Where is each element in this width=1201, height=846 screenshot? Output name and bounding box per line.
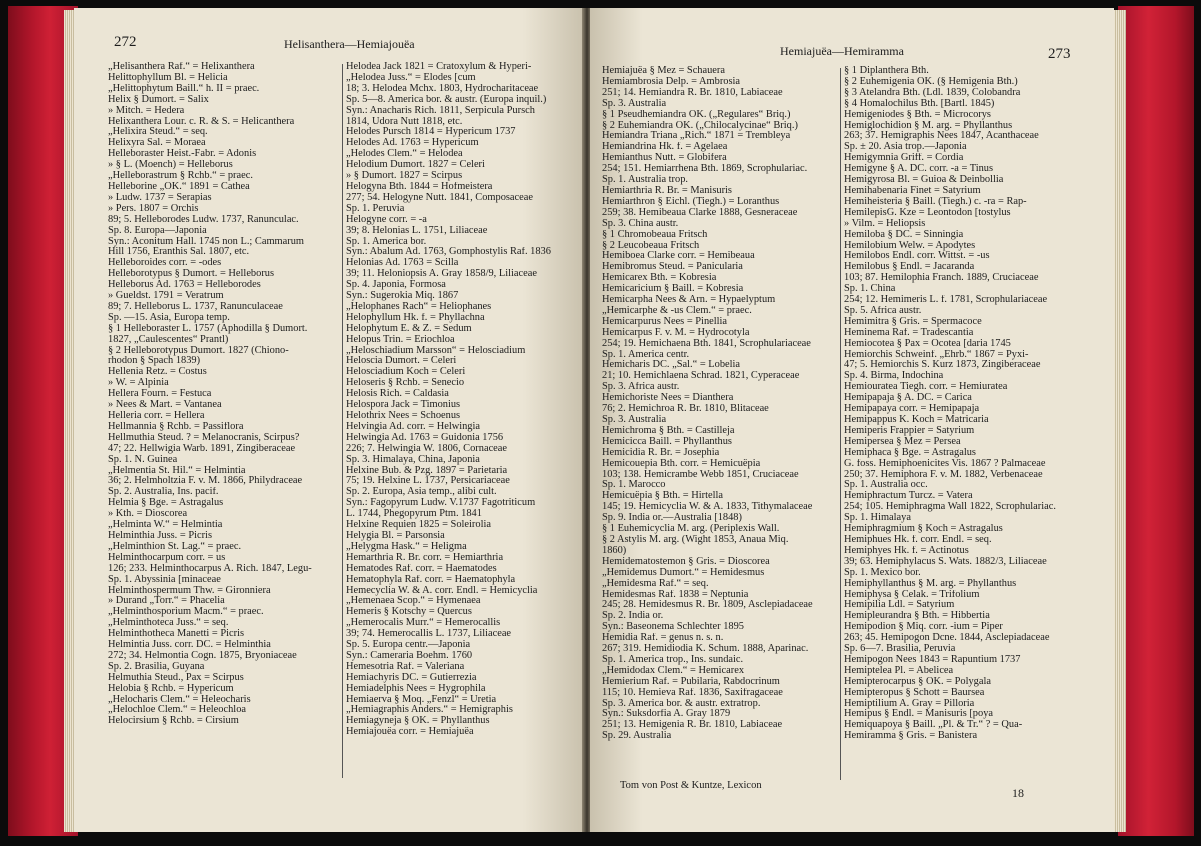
entry-line: 89; 7. Helleborus L. 1737, Ranunculaceae [108, 301, 283, 312]
entry-line: Hemiajuëa § Mez = Schauera [602, 66, 725, 76]
entry-line: Helodes Ad. 1763 = Hypericum [346, 138, 479, 149]
entry-line: » Kth. = Dioscorea [108, 509, 188, 520]
entry-line: Syn.: Anacharis Rich. 1811, Serpicula Pursch [346, 105, 535, 116]
entry-line: » Gueldst. 1791 = Veratrum [108, 291, 224, 302]
entry-line: Hemecyclia W. & A. corr. Endl. = Hemicyclia [346, 585, 538, 596]
entry-line: Hemiagyneja § OK. = Phyllanthus [346, 716, 490, 727]
entry-line: Sp. 2. Brasilia, Guyana [108, 661, 205, 672]
entry-line: 103; 138. Hemicrambe Webb 1851, Cruciaceae [602, 469, 799, 480]
entry-line: Hellera Fourn. = Festuca [108, 389, 212, 400]
entry-line: Hematophyla Raf. corr. = Haematophyla [346, 574, 516, 585]
entry-line: § 2 Leucobeaua Fritsch [602, 240, 700, 251]
entry-line: Helleborus Ad. 1763 = Helleborodes [108, 280, 261, 291]
entry-line: Sp. 2. Europa, Asia temp., alibi cult. [346, 487, 497, 498]
entry-line: Sp. 1. Peruvia [346, 203, 405, 214]
entry-line: Hemiouratea Tiegh. corr. = Hemiuratea [844, 382, 1008, 393]
entry-line: Hemidia Raf. = genus n. s. n. [602, 633, 724, 644]
entry-line: 272; 34. Helmontia Cogn. 1875, Bryoniaceae [108, 650, 297, 661]
entry-line: Sp. 1. Australia occ. [844, 480, 928, 491]
entry-line: Helleria corr. = Hellera [108, 411, 205, 421]
entry-line: 251; 14. Hemiandra R. Br. 1810, Labiaceae [602, 87, 783, 98]
entry-line: „Helleborastrum § Rchb.“ = praec. [108, 171, 253, 182]
entry-line: Helxine Requien 1825 = Soleirolia [346, 520, 491, 531]
entry-line: Hematodes Raf. corr. = Haematodes [346, 563, 497, 574]
left-column-2 [346, 62, 578, 738]
entry-line: 39; 11. Heloniopsis A. Gray 1858/9, Liliaceae [346, 269, 537, 280]
entry-line: Helosciadium Koch = Celeri [346, 367, 466, 378]
entry-line: Helminthospermum Thw. = Gironniera [108, 585, 271, 596]
entry-line: Syn.: Cameraria Boehm. 1760 [346, 650, 473, 661]
entry-line: Hemicidia R. Br. = Josephia [602, 447, 720, 458]
entry-line: „Hemidodax Clem.“ = Hemicarex [602, 665, 745, 676]
entry-line: § 2 Helleborotypus Dumort. 1827 (Chiono- [108, 345, 289, 356]
entry-line: 75; 19. Helxine L. 1737, Persicariaceae [346, 476, 510, 487]
entry-line: 254; 19. Hemichaena Bth. 1841, Scrophulariaceae [602, 338, 811, 349]
entry-line: „Hemidemus Dumort.“ = Hemidesmus [602, 567, 765, 578]
entry-line: Sp. 3. America bor. & austr. extratrop. [602, 698, 761, 709]
entry-line: Sp. 3. Australia [602, 98, 667, 109]
entry-line: Sp. 29. Australia [602, 731, 672, 742]
signature-number: 18 [1012, 786, 1024, 800]
entry-line: Hemilobos Endl. corr. Wittst. = -us [844, 251, 990, 262]
entry-line: 245; 28. Hemidesmus R. Br. 1809, Asclepiadaceae [602, 600, 813, 611]
entry-line: Sp. 1. America centr. [602, 349, 690, 360]
entry-line: § 1 Euhemicyclia M. arg. (Periplexis Wall. [602, 524, 780, 535]
entry-line: Helxine Bub. & Pzg. 1897 = Parietaria [346, 465, 508, 476]
entry-line: Helothrix Nees = Schoenus [346, 411, 461, 421]
entry-line: Hemipterocarpus § OK. = Polygala [844, 676, 991, 687]
running-head-left: Helisanthera—Hemiajouëa [284, 37, 415, 51]
entry-line: 103; 87. Hemilophia Franch. 1889, Cruciaceae [844, 273, 1039, 284]
entry-line: Hemiphysa § Celak. = Trifolium [844, 589, 980, 600]
entry-line: HemilepisG. Kze = Leontodon [tostylus [844, 207, 1011, 218]
entry-line: Helygia Bl. = Parsonsia [346, 530, 445, 541]
entry-line: Hemicouepia Bth. corr. = Hemicuëpia [602, 458, 761, 469]
entry-line: Helogyna Bth. 1844 = Hofmeistera [346, 181, 493, 192]
entry-line: Sp. 1. Marocco [602, 480, 666, 491]
entry-line: 47; 22. Hellwigia Warb. 1891, Zingiberaceae [108, 443, 296, 454]
entry-line: Heminema Raf. = Tradescantia [844, 327, 974, 338]
entry-line: „Helminthosporium Macm.“ = praec. [108, 607, 264, 618]
entry-line: § 2 Astylis M. arg. (Wight 1853, Anaua Miq. [602, 534, 789, 545]
entry-line: Hemicicca Baill. = Phyllanthus [602, 436, 732, 447]
entry-line: Sp. 3. Himalaya, China, Japonia [346, 454, 480, 465]
entry-line: Hemipersea § Mez = Persea [844, 436, 961, 447]
entry-line: Helvingia Ad. corr. = Helwingia [346, 421, 480, 432]
entry-line: 226; 7. Helwingia W. 1806, Cornaceae [346, 443, 508, 454]
entry-line: Heloseris § Rchb. = Senecio [346, 378, 465, 389]
page-stack-right [1112, 10, 1126, 832]
entry-line: Sp. 9. India or.—Australia [1848) [602, 513, 742, 524]
entry-line: Helodes Pursch 1814 = Hypericum 1737 [346, 127, 516, 138]
entry-line: § 2 Euhemigenia OK. (§ Hemigenia Bth.) [844, 76, 1018, 87]
entry-line: Sp. 1. Mexico bor. [844, 567, 921, 578]
entry-line: Hemibromus Steud. = Panicularia [602, 262, 743, 273]
entry-line: 39; 74. Hemerocallis L. 1737, Liliaceae [346, 629, 512, 640]
entry-line: Sp. 5. Europa centr.—Japonia [346, 640, 471, 651]
entry-line: 115; 10. Hemieva Raf. 1836, Saxifragaceae [602, 687, 783, 698]
entry-line: 39; 63. Hemiphylacus S. Wats. 1882/3, Liliaceae [844, 556, 1047, 567]
entry-line: „Helixira Steud.“ = seq. [108, 127, 208, 138]
entry-line: Hemiptilium A. Gray = Pilloria [844, 698, 975, 709]
entry-line: Helminthia Juss. = Picris [108, 530, 212, 541]
entry-line: Helmuthia Steud., Pax = Scirpus [108, 672, 244, 683]
entry-line: 145; 19. Hemicyclia W. & A. 1833, Tithymalaceae [602, 502, 813, 513]
entry-line: Helosis Rich. = Caldasia [346, 389, 449, 400]
entry-line: Helwingia Ad. 1763 = Guidonia 1756 [346, 432, 504, 443]
entry-line: Helminthotheca Manetti = Picris [108, 629, 245, 640]
entry-line: Helmia § Bge. = Astragalus [108, 498, 224, 509]
entry-line: Sp. ± 20. Asia trop.—Japonia [844, 142, 967, 153]
entry-line: Sp. 1. Himalaya [844, 513, 911, 524]
entry-line: „Hemerocalis Murr.“ = Hemerocallis [346, 618, 501, 629]
entry-line: Hemicarex Bth. = Kobresia [602, 273, 717, 284]
entry-line: Hemipodion § Miq. corr. -ium = Piper [844, 622, 1003, 633]
entry-line: Helopus Trin. = Eriochloa [346, 334, 455, 345]
entry-line: Helophytum E. & Z. = Sedum [346, 323, 472, 334]
entry-line: 259; 38. Hemibeaua Clarke 1888, Gesneraceae [602, 207, 798, 218]
entry-line: „Helminthion St. Lag.“ = praec. [108, 541, 242, 552]
entry-line: Hemipteropus § Schott = Baursea [844, 687, 985, 698]
entry-line: Hemiptelea Pl. = Abelicea [844, 665, 954, 676]
entry-line: Hemiphaca § Bge. = Astragalus [844, 447, 976, 458]
entry-line: Hemiphyes Hk. f. = Actinotus [844, 545, 969, 556]
entry-line: § 2 Euhemiandra OK. („Chilocalycinae“ Briq.) [602, 120, 798, 131]
entry-line: Hemiphractum Turcz. = Vatera [844, 491, 973, 502]
entry-line: Hemiachyris DC. = Gutierrezia [346, 672, 477, 683]
entry-line: Sp. 1. America bor. [346, 236, 427, 247]
entry-line: 254; 105. Hemiphragma Wall 1822, Scrophulariac. [844, 502, 1056, 513]
entry-line: Hemierium Raf. = Pubilaria, Rabdocrinum [602, 676, 780, 687]
entry-line: § 1 Diplanthera Bth. [844, 66, 929, 76]
entry-line: Helobia § Rchb. = Hypericum [108, 683, 234, 694]
entry-line: Helleborotypus § Dumort. = Helleborus [108, 269, 275, 280]
entry-line: Helleboraster Heist.-Fabr. = Adonis [108, 149, 257, 160]
entry-line: Helmintia Juss. corr. DC. = Helminthia [108, 640, 271, 651]
entry-line: Hemiphues Hk. f. corr. Endl. = seq. [844, 534, 992, 545]
entry-line: Helleboroides corr. = -odes [108, 258, 222, 269]
entry-line: Sp. 1. China [844, 284, 896, 295]
entry-line: » Pers. 1807 = Orchis [108, 203, 199, 214]
entry-line: Hemipappus K. Koch = Matricaria [844, 415, 989, 425]
entry-line: Hellmuthia Steud. ? = Melanocranis, Scirpus? [108, 432, 300, 443]
right-page [590, 8, 1114, 832]
entry-line: „Helygma Hask.“ = Heligma [346, 541, 467, 552]
entry-line: Hemiandra Triana „Rich.“ 1871 = Trembleya [602, 131, 791, 142]
entry-line: Helittophyllum Bl. = Helicia [108, 72, 228, 83]
entry-line: Hemiorchis Schweinf. „Ehrb.“ 1867 = Pyxi- [844, 349, 1029, 360]
entry-line: Helospora Jack = Timonius [346, 400, 461, 411]
entry-line: Hemarthria R. Br. corr. = Hemiarthria [346, 552, 504, 563]
left-page [74, 8, 584, 832]
page-number-right: 273 [1048, 46, 1071, 62]
entry-line: Sp. 8. Europa—Japonia [108, 225, 207, 236]
entry-line: „Helittophytum Baill.“ h. II = praec. [108, 83, 260, 94]
page-footer-imprint: Tom von Post & Kuntze, Lexicon [620, 780, 762, 791]
page-number-left: 272 [114, 34, 137, 50]
entry-line: Hemiandrina Hk. f. = Agelaea [602, 142, 728, 153]
entry-line: Hemicaricium § Baill. = Kobresia [602, 284, 744, 295]
entry-line: Hemihabenaria Finet = Satyrium [844, 185, 981, 196]
entry-line: 250; 37. Hemiphora F. v. M. 1882, Verbenaceae [844, 469, 1043, 480]
column-divider-right [840, 68, 841, 780]
entry-line: Hemipapaja § A. DC. = Carica [844, 393, 972, 404]
entry-line: » § Dumort. 1827 = Scirpus [346, 171, 463, 182]
running-head-right: Hemiajuëa—Hemiramma [780, 44, 904, 58]
entry-line: Hemipilia Ldl. = Satyrium [844, 600, 955, 611]
entry-line: Hemiphragmium § Koch = Astragalus [844, 524, 1003, 535]
entry-line: Hemigymnia Griff. = Cordia [844, 153, 964, 164]
entry-line: Helixyra Sal. = Moraea [108, 138, 206, 149]
entry-line: Hemichroma § Bth. = Castilleja [602, 425, 735, 436]
entry-line: Helogyne corr. = -a [346, 214, 427, 225]
entry-line: Syn.: Fagopyrum Ludw. V.1737 Fagotriticum [346, 498, 536, 509]
entry-line: Sp. 3. Australia [602, 415, 667, 425]
right-column-1 [602, 66, 838, 742]
entry-line: Hemilobus § Endl. = Jacaranda [844, 262, 975, 273]
entry-line: Hemichoriste Nees = Dianthera [602, 393, 734, 404]
entry-line: Sp. 1. Australia trop. [602, 175, 689, 186]
entry-line: Hemiadelphis Nees = Hygrophila [346, 683, 486, 694]
entry-line: Hellmannia § Rchb. = Passiflora [108, 421, 244, 432]
entry-line: Hemicuëpia § Bth. = Hirtella [602, 491, 723, 502]
entry-line: » § L. (Moench) = Helleborus [108, 160, 233, 171]
book-cover-right [1118, 6, 1194, 836]
entry-line: 89; 5. Helleborodes Ludw. 1737, Ranunculac. [108, 214, 299, 225]
entry-line: » Durand „Torr.“ = Phacelia [108, 596, 225, 607]
entry-line: 1827, „Caulescentes“ Prantl) [108, 334, 229, 345]
entry-line: Hemipleurandra § Bth. = Hibbertia [844, 611, 990, 622]
entry-line: Sp. 5. Africa austr. [844, 305, 922, 316]
entry-line: „Hemiagraphis Anders.“ = Hemigraphis [346, 705, 513, 716]
entry-line: Helonias Ad. 1763 = Scilla [346, 258, 459, 269]
entry-line: Hemiperis Frappier = Satyrium [844, 425, 975, 436]
entry-line: 1814, Udora Nutt 1818, etc. [346, 116, 463, 127]
entry-line: Hemesotria Raf. = Valeriana [346, 661, 465, 672]
entry-line: Hemiglochidion § M. arg. = Phyllanthus [844, 120, 1013, 131]
left-column-1 [108, 62, 340, 727]
entry-line: Hemipogon Nees 1843 = Rapuntium 1737 [844, 654, 1021, 665]
entry-line: „Hemenaea Scop.“ = Hymenaea [346, 596, 481, 607]
entry-line: 254; 12. Hemimeris L. f. 1781, Scrophulariaceae [844, 295, 1048, 306]
entry-line: „Hemicarphe & -us Clem.“ = praec. [602, 305, 752, 316]
entry-line: „Hemidesma Raf.“ = seq. [602, 578, 709, 589]
entry-line: Helleborine „OK.“ 1891 = Cathea [108, 181, 250, 192]
entry-line: Sp. 1. America trop., Ins. sundaic. [602, 654, 744, 665]
entry-line: „Helocharis Clem.“ = Heleocharis [108, 694, 251, 705]
entry-line: „Helophanes Rach“ = Heliophanes [346, 301, 492, 312]
entry-line: 39; 8. Helonias L. 1751, Liliaceae [346, 225, 488, 236]
entry-line: Helixanthera Lour. c. R. & S. = Helicanthera [108, 116, 295, 127]
page-stack-left [64, 10, 74, 832]
entry-line: § 3 Atelandra Bth. (Ldl. 1839, Colobandra [844, 87, 1021, 98]
entry-line: Syn.: Aconitum Hall. 1745 non L.; Cammarum [108, 236, 304, 247]
entry-line: Hemipus § Endl. = Manisuris [poya [844, 709, 994, 720]
entry-line: Hemiramma § Gris. = Banistera [844, 731, 978, 742]
entry-line: Hemigyrosa Bl. = Guioa & Deinbollia [844, 175, 1004, 186]
entry-line: 36; 2. Helmholtzia F. v. M. 1866, Philydraceae [108, 476, 303, 487]
entry-line: 76; 2. Hemichroa R. Br. 1810, Blitaceae [602, 404, 769, 415]
entry-line: § 1 Chromobeaua Fritsch [602, 229, 708, 240]
entry-line: rhodon § Spach 1839) [108, 356, 201, 367]
entry-line: Hemilobium Welw. = Apodytes [844, 240, 976, 251]
column-divider-left [342, 64, 343, 778]
entry-line: Hemiboea Clarke corr. = Hemibeaua [602, 251, 755, 262]
entry-line: „Helochloe Clem.“ = Heleochloa [108, 705, 246, 716]
entry-line: Sp. 4. Birma, Indochina [844, 371, 944, 382]
entry-line: „Helminthoteca Juss.“ = seq. [108, 618, 229, 629]
entry-line: » W. = Alpinia [108, 378, 169, 389]
right-column-2 [844, 66, 1096, 742]
entry-line: Sp. 1. Abyssinia [minaceae [108, 574, 221, 585]
entry-line: Hemiheisteria § Baill. (Tiegh.) c. -ra = Rap- [844, 196, 1027, 207]
entry-line: Syn.: Baseonema Schlechter 1895 [602, 622, 744, 633]
entry-line: 277; 54. Helogyne Nutt. 1841, Composaceae [346, 192, 533, 203]
entry-line: L. 1744, Phegopyrum Ptm. 1841 [346, 509, 482, 520]
entry-line: Syn.: Abalum Ad. 1763, Gomphostylis Raf. 1836 [346, 247, 551, 258]
entry-line: Hemidesmas Raf. 1838 = Neptunia [602, 589, 749, 600]
entry-line: Helix § Dumort. = Salix [108, 94, 209, 105]
entry-line: Heloscia Dumort. = Celeri [346, 356, 457, 367]
entry-line: Hemiocotea § Pax = Ocotea [daria 1745 [844, 338, 1011, 349]
entry-line: Sp. 2. India or. [602, 611, 664, 622]
entry-line: „Helminta W.“ = Helmintia [108, 520, 223, 531]
entry-line: Hemiarthron § Eichl. (Tiegh.) = Loranthus [602, 196, 780, 207]
entry-line: Hemiarthria R. Br. = Manisuris [602, 185, 732, 196]
entry-line: Syn.: Sugerokia Miq. 1867 [346, 291, 459, 302]
entry-line: Hemiphyllanthus § M. arg. = Phyllanthus [844, 578, 1017, 589]
entry-line: » Mitch. = Hedera [108, 105, 185, 116]
entry-line: Sp. 1. N. Guinea [108, 454, 178, 465]
entry-line: Sp. 3. Africa austr. [602, 382, 680, 393]
entry-line: § 4 Homalochilus Bth. [Bartl. 1845) [844, 98, 995, 109]
entry-line: Sp. 3. China austr. [602, 218, 679, 229]
entry-line: Helophyllum Hk. f. = Phyllachna [346, 312, 485, 323]
entry-line: Hemeris § Kotschy = Quercus [346, 607, 472, 618]
entry-line: Syn.: Suksdorfia A. Gray 1879 [602, 709, 731, 720]
entry-line: Sp. —15. Asia, Europa temp. [108, 312, 230, 323]
entry-line: Hellenia Retz. = Costus [108, 367, 207, 378]
entry-line: Hemicarpus F. v. M. = Hydrocotyla [602, 327, 750, 338]
entry-line: 47; 5. Hemiorchis S. Kurz 1873, Zingiberaceae [844, 360, 1041, 371]
entry-line: Hemiambrosia Delp. = Ambrosia [602, 76, 741, 87]
entry-line: 1860) [602, 545, 627, 556]
entry-line: 18; 3. Helodea Mchx. 1803, Hydrocharitaceae [346, 83, 539, 94]
entry-line: Hemicharis DC. „Sal.“ = Lobelia [602, 360, 741, 371]
entry-line: Sp. 5—8. America bor. & austr. (Europa inquil.) [346, 94, 547, 105]
entry-line: § 1 Helleboraster L. 1757 (Aphodilla § Dumort. [108, 323, 308, 334]
entry-line: „Heloschiadium Marsson“ = Helosciadium [346, 345, 526, 356]
entry-line: „Helodes Clem.“ = Helodea [346, 149, 463, 160]
entry-line: 254; 151. Hemiarrhena Bth. 1869, Scrophulariac. [602, 164, 808, 175]
entry-line: 126; 233. Helminthocarpus A. Rich. 1847, Legu- [108, 563, 312, 574]
entry-line: Sp. 6—7. Brasilia, Peruvia [844, 644, 956, 655]
entry-line: Hill 1756, Eranthis Sal. 1807, etc. [108, 247, 250, 258]
entry-line: » Vilm. = Heliopsis [844, 218, 926, 229]
entry-line: » Nees & Mart. = Vantanea [108, 400, 222, 411]
entry-line: Hemicarpurus Nees = Pinellia [602, 316, 728, 327]
entry-line: Hemigyne § A. DC. corr. -a = Tinus [844, 164, 994, 175]
entry-line: 263; 37. Hemigraphis Nees 1847, Acanthaceae [844, 131, 1039, 142]
entry-line: 267; 319. Hemidiodia K. Schum. 1888, Aparinac. [602, 644, 809, 655]
entry-line: G. foss. Hemiphoenicites Vis. 1867 ? Palmaceae [844, 458, 1046, 469]
entry-line: Hemiquapoya § Baill. „Pl. & Tr.“ ? = Qua- [844, 720, 1023, 731]
entry-line: „Helodea Juss.“ = Elodes [cum [346, 72, 476, 83]
entry-line: Hemigeniodes § Bth. = Microcorys [844, 109, 991, 120]
entry-line: 21; 10. Hemichlaena Schrad. 1821, Cyperaceae [602, 371, 800, 382]
entry-line: Hemiaerva § Moq. „Fenzl“ = Uretia [346, 694, 497, 705]
entry-line: Helodea Jack 1821 = Cratoxylum & Hyperi- [346, 62, 532, 72]
entry-line: Hemianthus Nutt. = Globifera [602, 153, 727, 164]
entry-line: „Helmentia St. Hil.“ = Helmintia [108, 465, 246, 476]
entry-line: Helocirsium § Rchb. = Cirsium [108, 716, 239, 727]
entry-line: » Ludw. 1737 = Serapias [108, 192, 212, 203]
entry-line: „Helisanthera Raf.“ = Helixanthera [108, 62, 255, 72]
entry-line: § 1 Pseudhemiandra OK. („Regulares“ Briq.) [602, 109, 791, 120]
entry-line: Hemicarpha Nees & Arn. = Hypaelyptum [602, 295, 776, 306]
entry-line: Sp. 2. Australia, Ins. pacif. [108, 487, 219, 498]
entry-line: Hemidematostemon § Gris. = Dioscorea [602, 556, 770, 567]
entry-line: Helodium Dumort. 1827 = Celeri [346, 160, 485, 171]
entry-line: Hemiajouëa corr. = Hemiajuëa [346, 727, 474, 738]
entry-line: Helminthocarpum corr. = us [108, 552, 226, 563]
entry-line: 251; 13. Hemigenia R. Br. 1810, Labiaceae [602, 720, 783, 731]
entry-line: Hemimitra § Gris. = Spermacoce [844, 316, 982, 327]
entry-line: Sp. 4. Japonia, Formosa [346, 280, 446, 291]
entry-line: 263; 45. Hemipogon Dcne. 1844, Asclepiadaceae [844, 633, 1050, 644]
entry-line: Hemiloba § DC. = Sinningia [844, 229, 964, 240]
entry-line: Hemipapaya corr. = Hemipapaja [844, 404, 980, 415]
